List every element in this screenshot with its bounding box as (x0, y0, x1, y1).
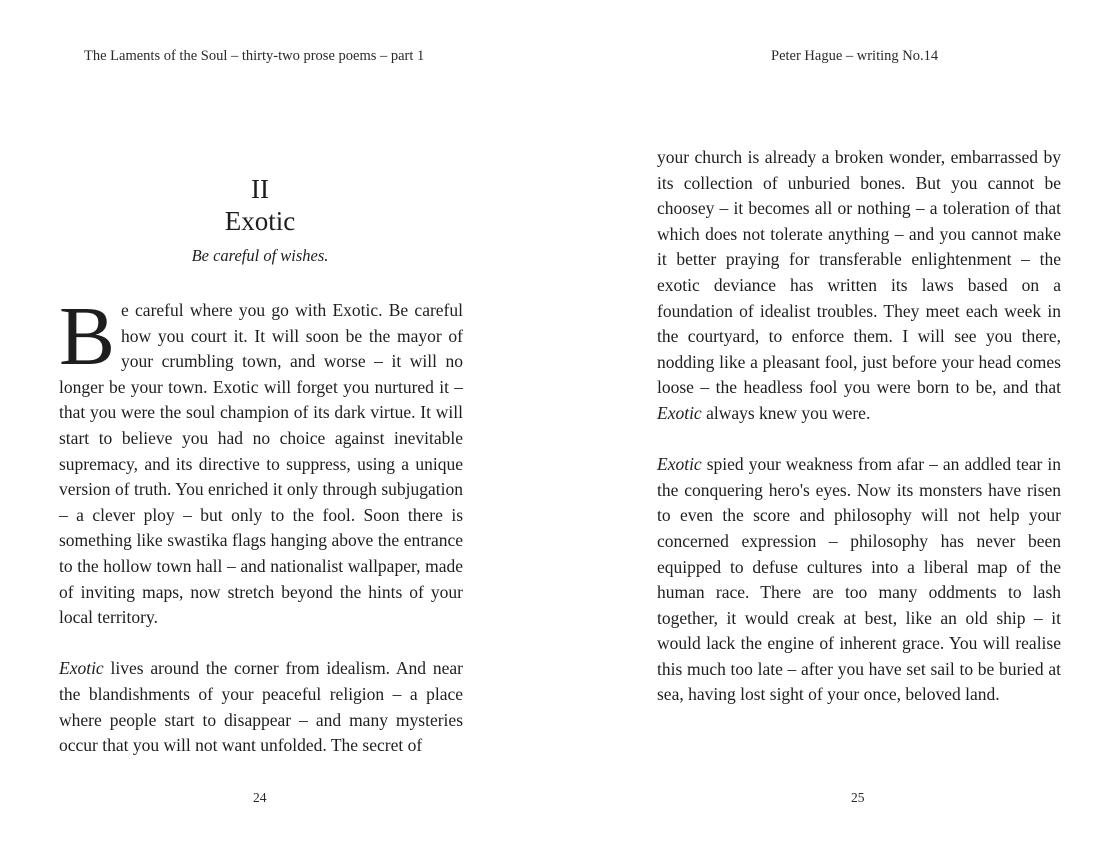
page-number: 25 (851, 790, 865, 805)
body-text-right (657, 145, 1061, 708)
paragraph-text: your church is already a broken wonder, embarrassed by its collection of unburied bones. But you cannot be choosey – it becomes all or nothing – a toleration of that which does not tolerate anything – and you cannot make it better praying for transferable enlightenment – the exotic deviance has written its laws based on a foundation of idealist troubles. They meet each week in the courtyard, to enforce them. I will see you there, nodding like a pleasant fool, just before your head comes loose – the headless fool you were born to be, and that (657, 147, 1061, 398)
paragraph-2 (657, 452, 1061, 708)
paragraph-text: e careful where you go with Exotic. Be careful how you court it. It will soon be the mayor of your crumbling town, and worse – it will no longer be your town. Exotic will forget you nurtured it – that you were the soul champion of its dark virtue. It will start to believe you had no choice against inevitable supremacy, and its directive to suppress, using a unique version of truth. You enriched it only through subjugation – a clever ploy – but only to the fool. Soon there is something like swastika flags hanging above the entrance to the hollow town hall – and nationalist wallpaper, made of inviting maps, now stretch beyond the hints of your local territory. (59, 300, 463, 628)
body-text-left (59, 290, 463, 759)
page-number: 24 (253, 790, 267, 805)
chapter-heading (160, 173, 360, 267)
paragraph-1 (657, 145, 1061, 427)
running-head-title: The Laments of the Soul – thirty-two prose poems – part 1 (84, 48, 425, 64)
italic-word: Exotic (657, 454, 702, 475)
right-page (560, 0, 1119, 864)
drop-cap: B (59, 290, 116, 383)
running-head-author: Peter Hague – writing No.14 (771, 48, 939, 64)
epigraph: Be careful of wishes. (191, 246, 329, 265)
paragraph-text: lives around the corner from idealism. And near the blandishments of your peaceful religion – a place where people start to disappear – and many mysteries occur that you will not want unfolded. The secret of (59, 658, 463, 756)
paragraph-1 (59, 290, 463, 631)
chapter-title: Exotic (224, 206, 296, 236)
italic-word: Exotic (657, 402, 702, 423)
paragraph-tail: always knew you were. (701, 402, 871, 423)
chapter-number: II (251, 174, 269, 204)
paragraph-2 (59, 656, 463, 758)
italic-word: Exotic (59, 658, 104, 679)
paragraph-text: spied your weakness from afar – an addled tear in the conquering hero's eyes. Now its monsters have risen to even the score and philosophy will not help your concerned expression – philosophy has never been equipped to defuse cultures into a liberal map of the human race. There are too many oddments to lash together, it would creak at best, like an old ship – it would lack the engine of inherent grace. You will realise this much too late – after you have set sail to be buried at sea, having lost sight of your once, beloved land. (657, 454, 1061, 705)
